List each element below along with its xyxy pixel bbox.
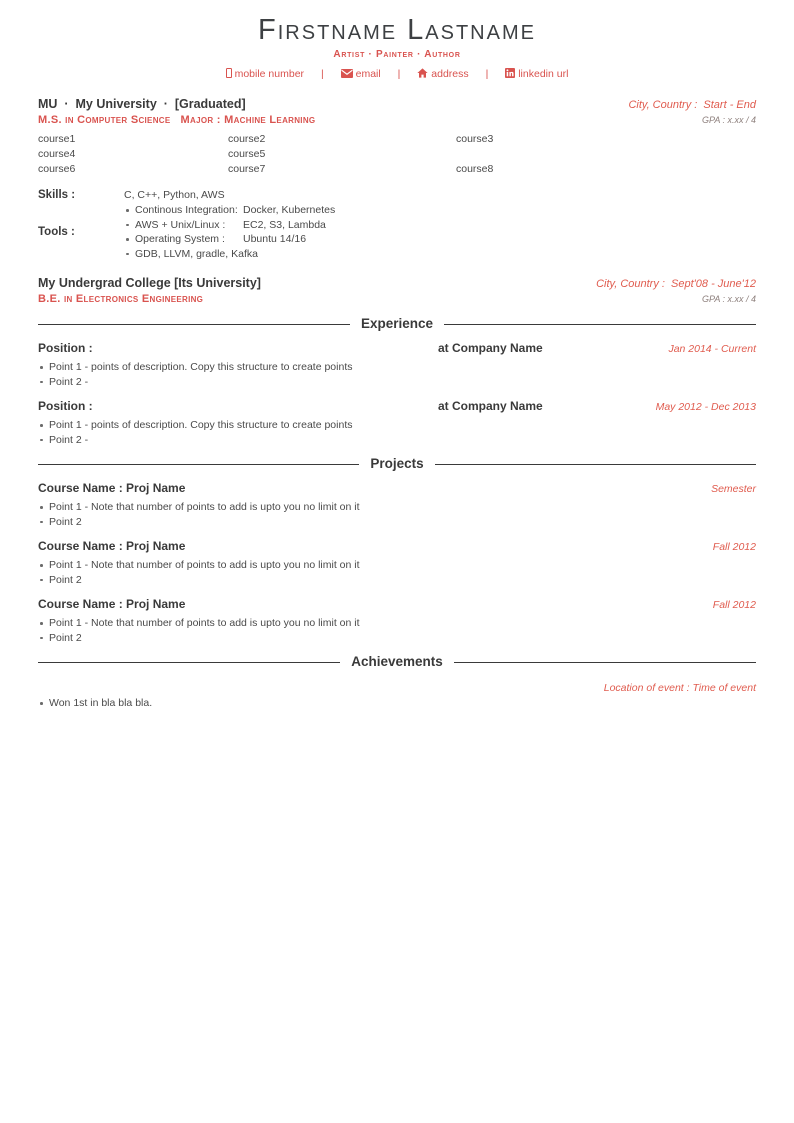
tools-list — [124, 203, 335, 261]
education-undergraduate — [38, 275, 756, 307]
experience-points — [38, 418, 756, 447]
project-entry-header — [38, 480, 756, 497]
contact-address-label: address — [431, 68, 469, 80]
project-point: Point 1 - Note that number of points to add is upto you no limit on it — [38, 558, 756, 573]
course-row — [38, 147, 756, 162]
section-rule-left — [38, 662, 340, 663]
tool-value: Docker, Kubernetes — [243, 204, 336, 216]
project-dates: Fall 2012 — [712, 599, 756, 611]
tool-value: EC2, S3, Lambda — [243, 218, 326, 231]
gpa-value: GPA : x.xx / 4 — [701, 294, 756, 304]
tools-list-item — [124, 247, 335, 262]
skills-value: C, C++, Python, AWS — [124, 189, 225, 201]
tool-key: Operating System : — [135, 233, 225, 245]
tools-list-item — [124, 203, 335, 218]
achievement-meta: Location of event : Time of event — [603, 682, 756, 694]
contact-mobile-label: mobile number — [234, 68, 305, 80]
achievement-point: Won 1st in bla bla bla. — [38, 696, 756, 711]
experience-points — [38, 360, 756, 389]
employment-dates: Jan 2014 - Current — [668, 343, 756, 355]
project-entry — [38, 480, 756, 529]
contact-separator-1: | — [320, 68, 324, 80]
course-cell: course5 — [228, 148, 266, 160]
degree-line: M.S. in Computer Science Major : Machine Learning — [38, 114, 316, 126]
contact-separator-2: | — [397, 68, 401, 80]
skills-row — [38, 187, 756, 203]
project-title: Course Name : Proj Name — [38, 597, 186, 611]
section-header-projects — [38, 456, 756, 472]
project-point: Point 2 — [38, 631, 756, 646]
project-point: Point 1 - Note that number of points to add is upto you no limit on it — [38, 500, 756, 515]
course-cell — [456, 147, 756, 162]
contact-mobile[interactable] — [226, 67, 304, 82]
skills-label: Skills : — [38, 189, 76, 201]
experience-entry — [38, 340, 756, 389]
experience-entry-header — [38, 340, 756, 357]
course-cell: course6 — [38, 163, 76, 175]
position-title: Position : — [38, 399, 93, 413]
project-dates: Fall 2012 — [712, 541, 756, 553]
course-cell: course7 — [228, 163, 266, 175]
contact-email[interactable] — [341, 67, 381, 82]
experience-point: Point 2 - — [38, 433, 756, 448]
contact-address[interactable] — [417, 67, 468, 82]
education-undergraduate-header — [38, 275, 756, 292]
project-entry-header — [38, 596, 756, 613]
tools-row — [38, 203, 756, 261]
contact-bar — [38, 67, 756, 82]
course-cell: course8 — [456, 163, 494, 175]
institution-location-dates: City, Country : Sept'08 - June'12 — [596, 278, 756, 290]
position-title: Position : — [38, 341, 93, 355]
project-title: Course Name : Proj Name — [38, 539, 186, 553]
tools-list-item — [124, 218, 335, 233]
project-points — [38, 500, 756, 529]
mobile-icon — [226, 68, 232, 78]
contact-linkedin-label: linkedin url — [518, 68, 569, 80]
section-rule-right — [444, 324, 756, 325]
achievement-points — [38, 696, 756, 711]
course-cell: course3 — [456, 133, 494, 145]
section-rule-left — [38, 324, 350, 325]
institution-name: My Undergrad College [Its University] — [38, 276, 261, 290]
contact-email-label: email — [355, 68, 381, 80]
project-entry-header — [38, 538, 756, 555]
experience-point: Point 1 - points of description. Copy this structure to create points — [38, 418, 756, 433]
course-row — [38, 132, 756, 147]
course-cell: course1 — [38, 133, 76, 145]
contact-separator-3: | — [485, 68, 489, 80]
tools-list-item — [124, 232, 335, 247]
linkedin-icon — [505, 68, 515, 78]
tools-label: Tools : — [38, 226, 75, 238]
section-title: Achievements — [351, 654, 443, 669]
tool-value: Ubuntu 14/16 — [243, 233, 307, 245]
experience-point: Point 1 - points of description. Copy this structure to create points — [38, 360, 756, 375]
employment-dates: May 2012 - Dec 2013 — [655, 401, 756, 413]
tool-key: Continous Integration: — [135, 204, 238, 216]
section-rule-right — [435, 464, 756, 465]
tagline: Artist · Painter · Author — [333, 49, 461, 60]
institution-name: MU · My University · [Graduated] — [38, 97, 246, 111]
contact-linkedin[interactable] — [505, 67, 568, 82]
section-rule-right — [454, 662, 756, 663]
project-point: Point 1 - Note that number of points to add is upto you no limit on it — [38, 616, 756, 631]
section-header-achievements — [38, 654, 756, 670]
envelope-icon — [341, 69, 353, 78]
course-cell: course2 — [228, 133, 266, 145]
skills-block — [38, 187, 756, 261]
education-undergraduate-degree-row — [38, 292, 756, 307]
section-header-experience — [38, 316, 756, 332]
education-graduate-header — [38, 96, 756, 113]
section-title: Experience — [360, 316, 434, 331]
section-rule-left — [38, 464, 359, 465]
experience-entry-header — [38, 398, 756, 415]
project-points — [38, 616, 756, 645]
experience-entry — [38, 398, 756, 447]
institution-location-dates: City, Country : Start - End — [628, 99, 756, 111]
experience-point: Point 2 - — [38, 375, 756, 390]
section-title: Projects — [370, 456, 424, 471]
project-entry — [38, 596, 756, 645]
course-row — [38, 162, 756, 177]
achievement-entry — [38, 680, 756, 711]
project-point: Point 2 — [38, 573, 756, 588]
education-graduate — [38, 96, 756, 177]
company-name: at Company Name — [438, 341, 543, 355]
tool-key: GDB, LLVM, gradle, Kafka — [135, 247, 258, 260]
project-point: Point 2 — [38, 515, 756, 530]
tool-key: AWS + Unix/Linux : — [135, 218, 226, 231]
page-title: Firstname Lastname — [258, 14, 536, 46]
project-entry — [38, 538, 756, 587]
gpa-value: GPA : x.xx / 4 — [701, 115, 756, 125]
project-dates: Semester — [711, 483, 756, 495]
company-name: at Company Name — [438, 399, 543, 413]
home-icon — [417, 68, 428, 78]
education-graduate-degree-row — [38, 113, 756, 128]
course-list — [38, 132, 756, 177]
degree-line: B.E. in Electronics Engineering — [38, 293, 204, 305]
project-points — [38, 558, 756, 587]
course-cell: course4 — [38, 148, 76, 160]
project-title: Course Name : Proj Name — [38, 481, 186, 495]
